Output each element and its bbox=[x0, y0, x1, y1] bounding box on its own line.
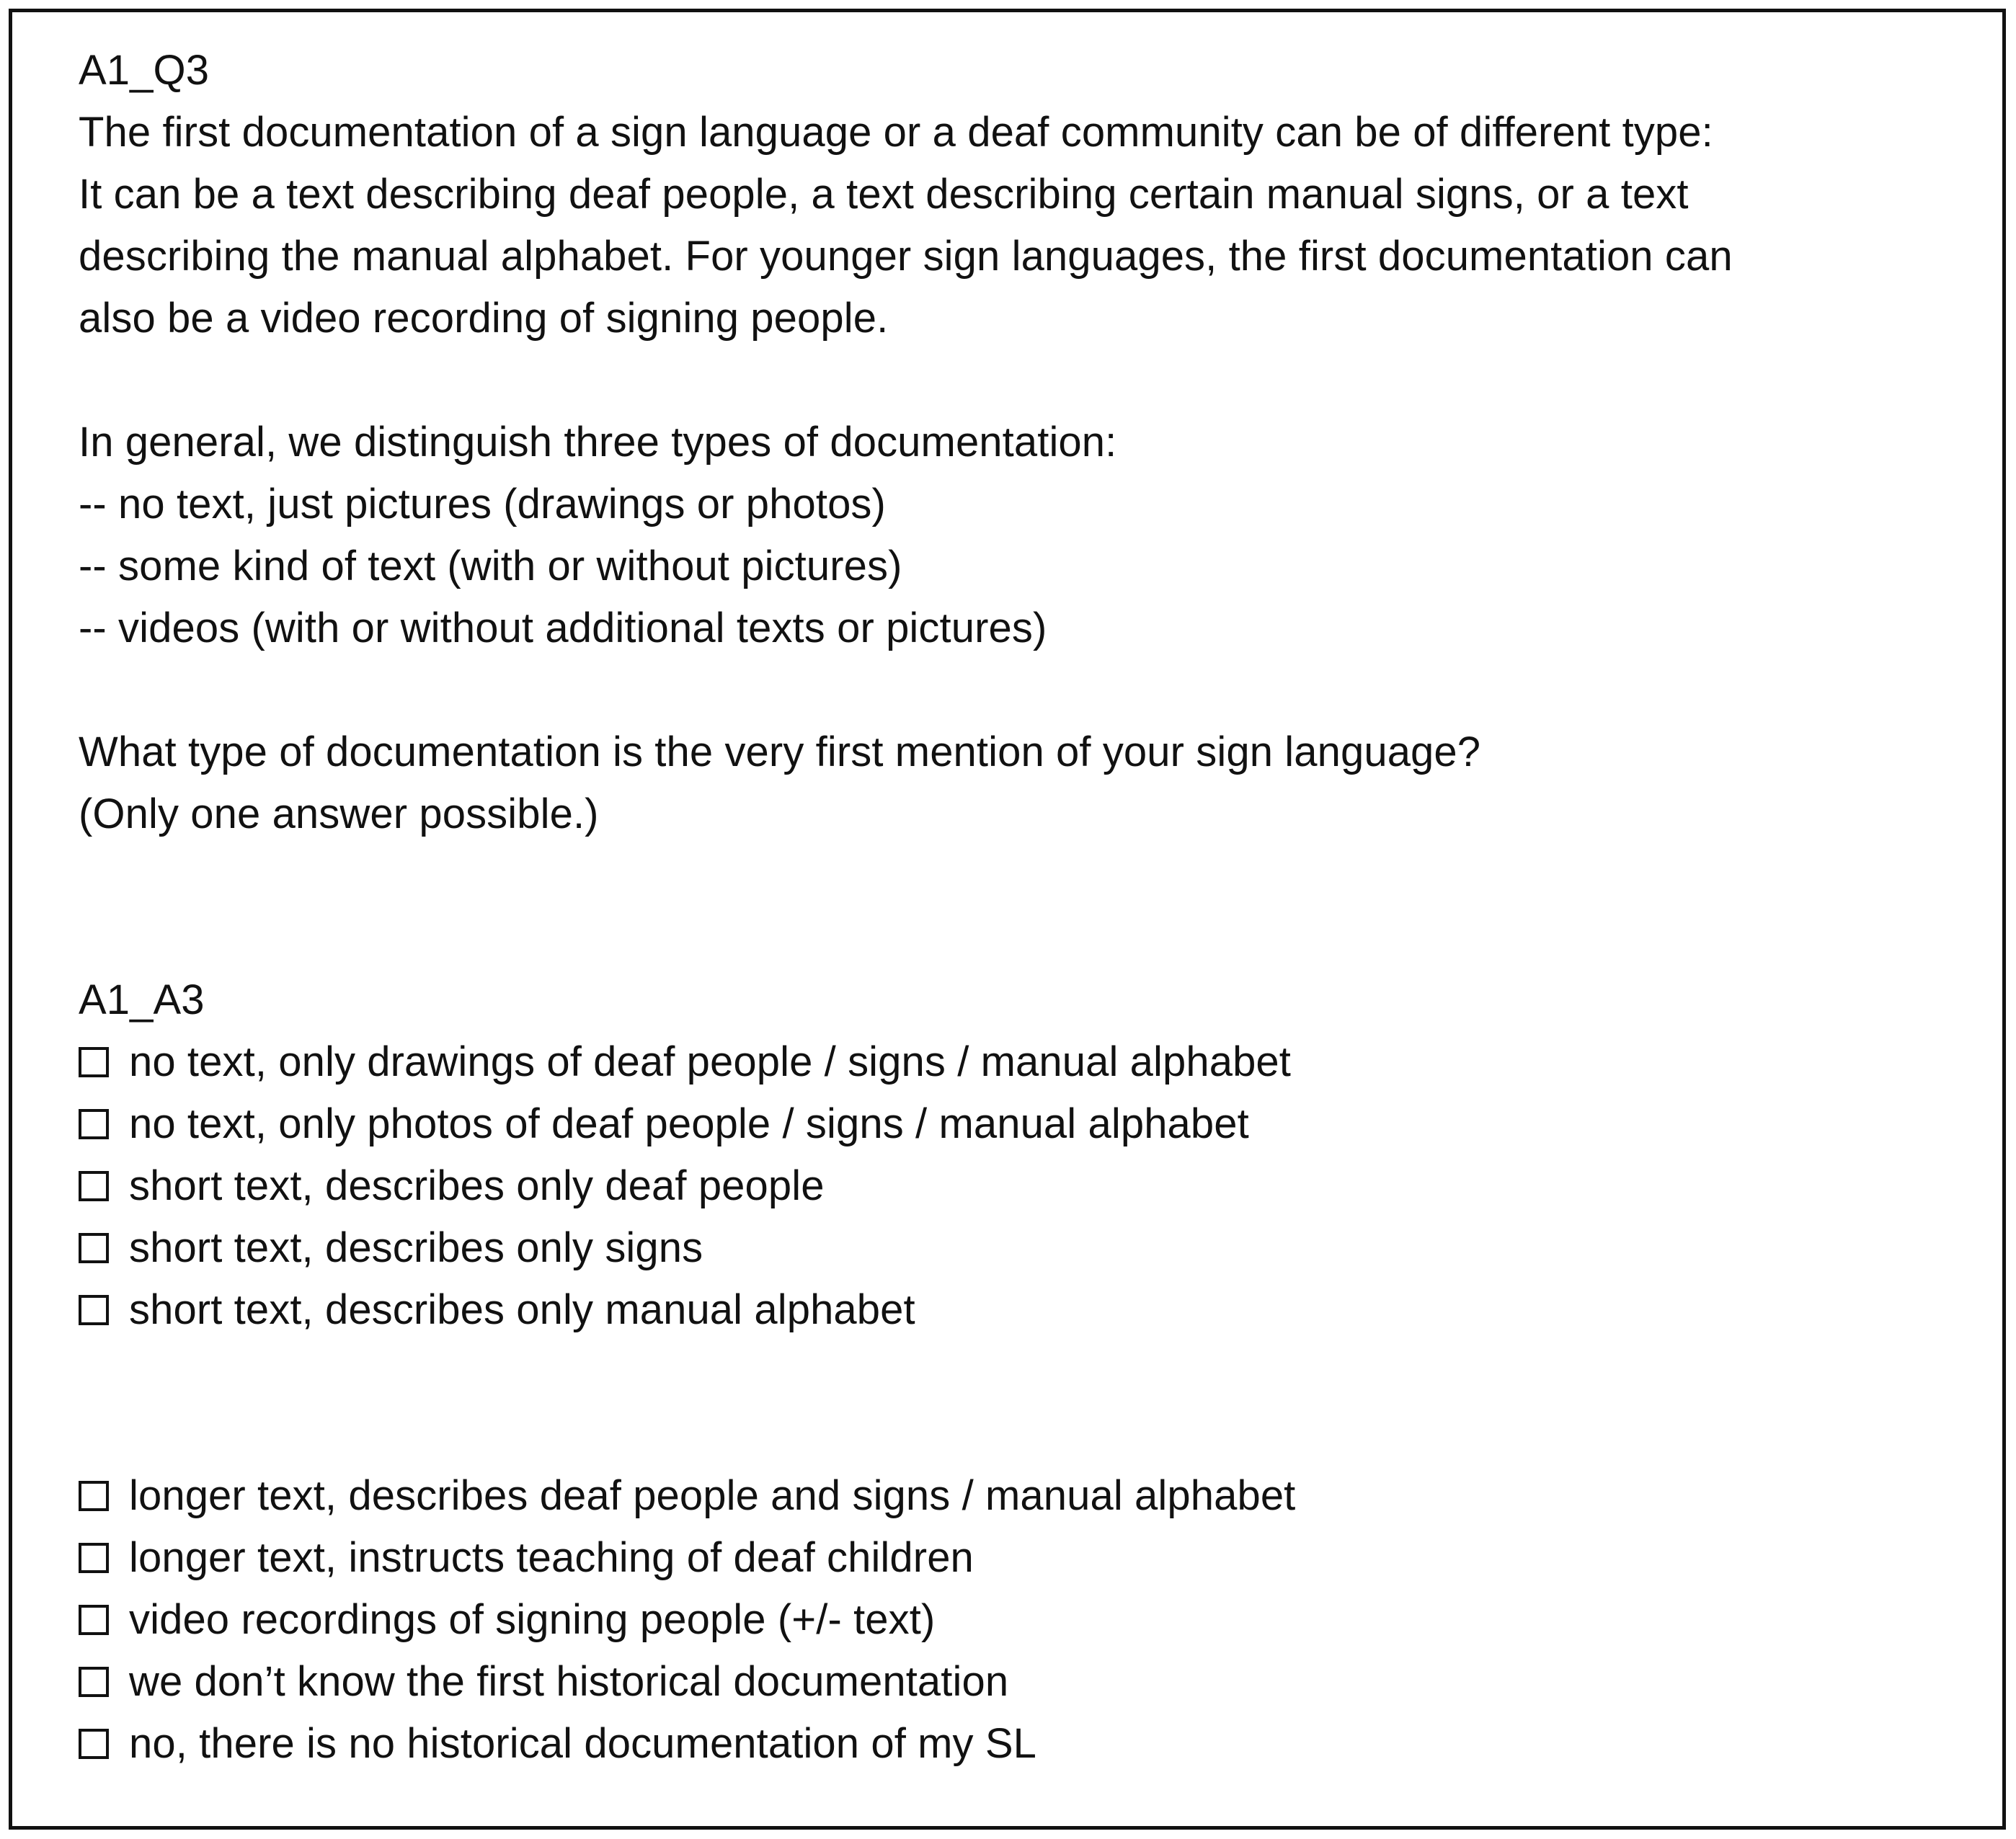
answer-option[interactable] bbox=[79, 1465, 1973, 1527]
spacer bbox=[79, 845, 1973, 969]
type-item: -- some kind of text (with or without pictures) bbox=[79, 543, 902, 589]
checkbox-icon[interactable] bbox=[79, 1481, 109, 1511]
checkbox-icon[interactable] bbox=[79, 1729, 109, 1759]
answer-option[interactable] bbox=[79, 1093, 1973, 1155]
checkbox-icon[interactable] bbox=[79, 1543, 109, 1573]
answer-option[interactable] bbox=[79, 1031, 1973, 1093]
option-label: we don’t know the first historical documentation bbox=[129, 1658, 1009, 1705]
spacer bbox=[79, 349, 1973, 411]
checkbox-icon[interactable] bbox=[79, 1667, 109, 1697]
question-id: A1_Q3 bbox=[79, 47, 210, 94]
intro-line: The first documentation of a sign language or a deaf community can be of different type: bbox=[79, 109, 1713, 156]
option-label: no text, only drawings of deaf people / signs / manual alphabet bbox=[129, 1038, 1292, 1085]
type-item: -- videos (with or without additional texts or pictures) bbox=[79, 605, 1047, 651]
spacer bbox=[79, 659, 1973, 721]
intro-line: also be a video recording of signing people. bbox=[79, 295, 889, 342]
checkbox-icon[interactable] bbox=[79, 1605, 109, 1635]
answer-option[interactable] bbox=[79, 1527, 1973, 1589]
answer-option[interactable] bbox=[79, 1589, 1973, 1651]
answer-option[interactable] bbox=[79, 1651, 1973, 1713]
questionnaire-content bbox=[79, 40, 1973, 1775]
option-label: longer text, describes deaf people and signs / manual alphabet bbox=[129, 1472, 1296, 1519]
option-label: short text, describes only signs bbox=[129, 1224, 703, 1271]
question-instruction: (Only one answer possible.) bbox=[79, 791, 599, 837]
intro-line: It can be a text describing deaf people, a text describing certain manual signs, or a text bbox=[79, 171, 1689, 218]
checkbox-icon[interactable] bbox=[79, 1171, 109, 1201]
answer-option[interactable] bbox=[79, 1217, 1973, 1279]
option-label: short text, describes only deaf people bbox=[129, 1162, 825, 1209]
answer-option[interactable] bbox=[79, 1155, 1973, 1217]
option-label: no, there is no historical documentation of my SL bbox=[129, 1720, 1037, 1767]
type-item: -- no text, just pictures (drawings or photos) bbox=[79, 481, 886, 527]
option-label: short text, describes only manual alphabet bbox=[129, 1286, 915, 1333]
spacer bbox=[79, 1341, 1973, 1465]
intro-line: describing the manual alphabet. For younger sign languages, the first documentation can bbox=[79, 233, 1733, 280]
question-line: What type of documentation is the very first mention of your sign language? bbox=[79, 729, 1481, 775]
answer-id: A1_A3 bbox=[79, 976, 205, 1023]
answer-option[interactable] bbox=[79, 1279, 1973, 1341]
document-frame bbox=[9, 9, 2006, 1830]
checkbox-icon[interactable] bbox=[79, 1295, 109, 1325]
option-label: video recordings of signing people (+/- text) bbox=[129, 1596, 936, 1643]
checkbox-icon[interactable] bbox=[79, 1047, 109, 1077]
types-heading: In general, we distinguish three types of documentation: bbox=[79, 419, 1117, 466]
checkbox-icon[interactable] bbox=[79, 1109, 109, 1139]
option-label: no text, only photos of deaf people / signs / manual alphabet bbox=[129, 1100, 1249, 1147]
option-label: longer text, instructs teaching of deaf children bbox=[129, 1534, 974, 1581]
answer-option[interactable] bbox=[79, 1713, 1973, 1775]
checkbox-icon[interactable] bbox=[79, 1233, 109, 1263]
